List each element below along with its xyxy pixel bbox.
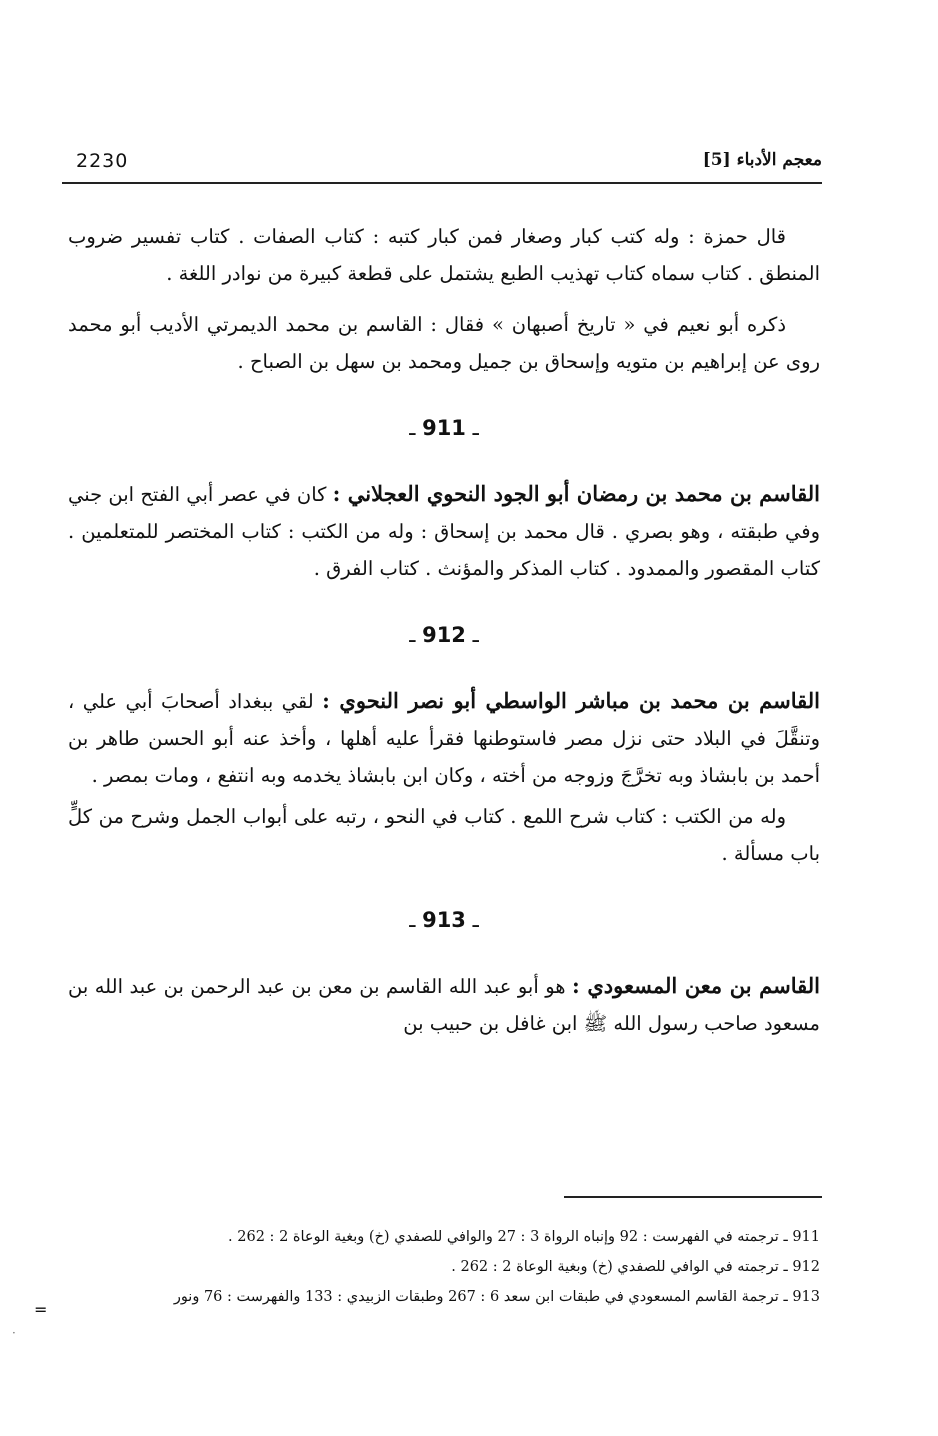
margin-mark: ·	[12, 1326, 16, 1340]
entry-913	[68, 967, 820, 1042]
entry-heading: القاسم بن معن المسعودي :	[572, 973, 820, 998]
entry-911	[68, 475, 820, 587]
entry-text: هو أبو عبد الله القاسم بن معن بن عبد الرحمن بن عبد الله بن مسعود صاحب رسول الله ﷺ ابن غافل بن حبيب بن	[68, 975, 820, 1035]
footnote-912: 912 ـ ترجمته في الوافي للصفدي (خ) وبغية الوعاة 2 : 262 .	[451, 1259, 820, 1275]
page-number: 2230	[76, 150, 129, 172]
header-rule	[62, 182, 822, 184]
footnote-913: 913 ـ ترجمة القاسم المسعودي في طبقات ابن سعد 6 : 267 وطبقات الزبيدي : 133 والفهرست : 76 ونور	[173, 1289, 820, 1305]
entry-number-912: ـ 912 ـ	[409, 623, 479, 647]
running-head	[62, 150, 822, 180]
entry-912-continued: وله من الكتب : كتاب شرح اللمع . كتاب في النحو ، رتبه على أبواب الجمل وشرح من كلٍّ باب مسألة .	[68, 805, 820, 865]
footnote-911: 911 ـ ترجمته في الفهرست : 92 وإنباه الرواة 3 : 27 والوافي للصفدي (خ) وبغية الوعاة 2 : 262 .	[228, 1229, 820, 1245]
body-text	[68, 218, 820, 1056]
book-title: معجم الأدباء [5]	[702, 150, 822, 170]
entry-text: لقي ببغداد أصحابَ أبي علي ، وتنقَّلَ في البلاد حتى نزل مصر فاستوطنها فقرأ عليه أهلها ، وأخذ عنه أبو الحسن طاهر بن أحمد بن بابشاذ وبه تخرَّجَ وزوجه من أخته ، وكان ابن بابشاذ يخدمه وبه انتفع ، ومات بمصر .	[68, 690, 820, 787]
footnote-rule	[564, 1196, 822, 1198]
intro-paragraph-1: قال حمزة : وله كتب كبار وصغار فمن كبار كتبه : كتاب الصفات . كتاب تفسير ضروب المنطق . كتاب سماه كتاب تهذيب الطبع يشتمل على قطعة كبيرة من نوادر اللغة .	[68, 225, 820, 285]
intro-paragraph-2: ذكره أبو نعيم في « تاريخ أصبهان » فقال : القاسم بن محمد الديمرتي الأديب أبو محمد روى عن إبراهيم بن متويه وإسحاق بن جميل ومحمد بن سهل بن الصباح .	[68, 313, 820, 373]
footnotes	[40, 1222, 820, 1312]
continuation-mark: =	[34, 1300, 48, 1319]
entry-number-913: ـ 913 ـ	[409, 908, 479, 932]
entry-912	[68, 682, 820, 794]
entry-heading: القاسم بن محمد بن رمضان أبو الجود النحوي العجلاني :	[332, 481, 820, 506]
entry-text: كان في عصر أبي الفتح ابن جني وفي طبقته ، وهو بصري . قال محمد بن إسحاق : وله من الكتب : كتاب المختصر للمتعلمين . كتاب المقصور والممدود . كتاب المذكر والمؤنث . كتاب الفرق .	[68, 483, 820, 580]
entry-number-911: ـ 911 ـ	[409, 416, 479, 440]
entry-heading: القاسم بن محمد بن مباشر الواسطي أبو نصر النحوي :	[322, 688, 821, 713]
